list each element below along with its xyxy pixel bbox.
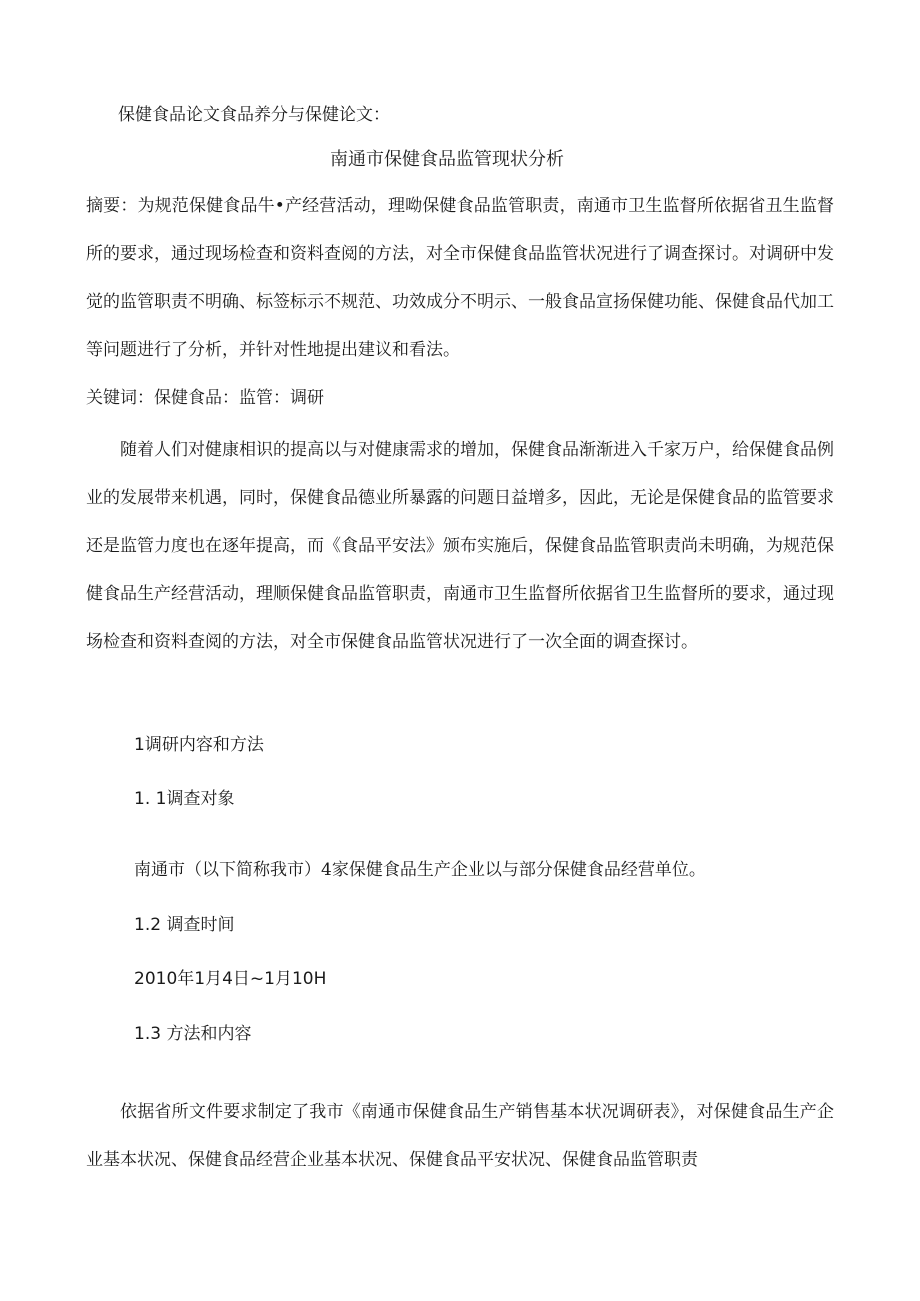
header-line: 保健食品论文食品养分与保健论文： — [118, 105, 390, 125]
survey-time: 2010年1月4日~1月10H — [134, 969, 327, 989]
keywords-line: 关键词：保健食品：监管：调研 — [86, 388, 324, 408]
subjects-line: 南通市（以下简称我市）4家保健食品生产企业以与部分保健食品经营单位。 — [134, 860, 706, 880]
section-heading-1-2: 1.2 调查时间 — [134, 915, 235, 935]
section-heading-1-3: 1.3 方法和内容 — [134, 1024, 252, 1044]
methods-paragraph: 依据省所文件要求制定了我市《南通市保健食品生产销售基本状况调研表》，对保健食品生产企业基本状况、保健食品经营企业基本状况、保健食品平安状况、保健食品监管职责 — [86, 1102, 834, 1170]
section-heading-1: 1调研内容和方法 — [134, 735, 264, 755]
document-title: 南通市保健食品监管现状分析 — [330, 149, 564, 170]
abstract-paragraph: 摘要：为规范保健食品牛•产经营活动，理呦保健食品监管职责，南通市卫生监督所依据省丑生监督所的要求，通过现场检查和资料查阅的方法，对全市保健食品监管状况进行了调查探讨。对调研中发觉的监管职责不明确、标签标示不规范、功效成分不明示、一般食品宣扬保健功能、保健食品代加工等问题进行了分析，并针对性地提出建议和看法。 — [86, 196, 834, 360]
intro-paragraph: 随着人们对健康相识的提高以与对健康需求的增加，保健食品渐渐进入千家万户，给保健食品例业的发展带来机遇，同时，保健食品德业所暴露的问题日益增多，因此，无论是保健食品的监管要求还是监管力度也在逐年提高，而《食品平安法》颁布实施后，保健食品监管职责尚未明确，为规范保健食品生产经营活动，理顺保健食品监管职责，南通市卫生监督所依据省卫生监督所的要求，通过现场检查和资料查阅的方法，对全市保健食品监管状况进行了一次全面的调查探讨。 — [86, 440, 834, 652]
section-heading-1-1: 1. 1调查对象 — [134, 789, 235, 809]
